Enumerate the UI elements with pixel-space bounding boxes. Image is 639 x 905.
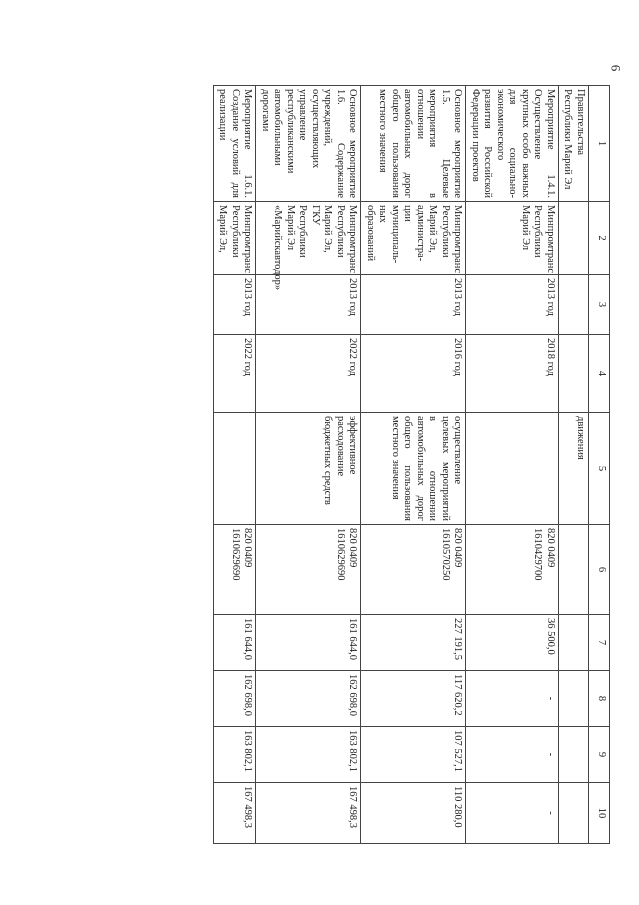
cell-result-cont: движения [559,413,589,525]
cell-value: 117 620,2 [361,671,466,727]
rotated-table-frame [127,85,610,843]
cell-value: 162 698,0 [214,671,257,727]
cell-value: 163 802,1 [214,727,257,783]
header-cell: 2 [589,202,610,275]
cell-measure: Основное мероприятие 1.5. Целевые мероприятия в отношении автомобильных дорог общего пользования местного значения [361,86,466,202]
cell-measure: Основное мероприятие 1.6. Содержание учреждений, осуществляющих управление республиканскими автомобильными дорогами [256,86,361,202]
cell-measure: Мероприятие 1.6.1. Создание условий для реализации [214,86,257,202]
page-number: 6 [608,64,624,72]
cell-end-year: 2016 год [361,335,466,413]
cell-value: 110 280,0 [361,783,466,844]
header-row [589,86,610,844]
cell-value: 107 527,1 [361,727,466,783]
cell-budget-code: 820 0409 1610570250 [361,525,466,615]
header-cell: 10 [589,783,610,844]
continuation-row [559,86,589,844]
header-cell: 1 [589,86,610,202]
cell-value: - [466,671,559,727]
cell-start-year: 2013 год [466,275,559,335]
cell-value: 163 802,1 [256,727,361,783]
header-cell: 6 [589,525,610,615]
cell-value: 227 191,5 [361,615,466,671]
cell-result: эффективное расходование бюджетных средств [256,413,361,525]
cell-value: - [466,783,559,844]
cell-budget-code: 820 0409 1610629690 [214,525,257,615]
header-cell: 8 [589,671,610,727]
cell-responsible-cont: Правительства Республики Марий Эл [559,86,589,202]
program-table [213,85,610,844]
header-cell: 3 [589,275,610,335]
cell-end-year: 2022 год [214,335,257,413]
table-row [466,86,559,844]
cell-budget-code: 820 0409 1610629690 [256,525,361,615]
cell-value: - [466,727,559,783]
header-cell: 7 [589,615,610,671]
cell-measure: Мероприятие 1.4.1. Осуществление крупных особо важных для социально-экономического развития Российской Федерации проектов [466,86,559,202]
cell-executor: Минпромтранс Республики Марий Эл, администра-ции муниципаль-ных образований [361,202,466,275]
header-cell: 4 [589,335,610,413]
cell-start-year: 2013 год [256,275,361,335]
table-row [361,86,466,844]
cell-executor: Минпромтранс Республики Марий Эл, [214,202,257,275]
cell-start-year: 2013 год [214,275,257,335]
table-row [256,86,361,844]
cell-value: 161 644,0 [214,615,257,671]
cell-start-year: 2013 год [361,275,466,335]
cell-end-year: 2018 год [466,335,559,413]
table-row [214,86,257,844]
cell-result [214,413,257,525]
header-cell: 5 [589,413,610,525]
cell-executor: Минпромтранс Республики Марий Эл [466,202,559,275]
cell-value: 36 500,0 [466,615,559,671]
cell-result [466,413,559,525]
cell-value: 161 644,0 [256,615,361,671]
cell-value: 167 498,3 [214,783,257,844]
header-cell: 9 [589,727,610,783]
cell-budget-code: 820 0409 1610429700 [466,525,559,615]
cell-value: 167 498,3 [256,783,361,844]
cell-executor: Минпромтранс Республики Марий Эл, ГКУ Республики Марий Эл «Марийскавтодор» [256,202,361,275]
cell-result: осуществление целевых мероприятий в отношении автомобильных дорог общего пользования местного значения [361,413,466,525]
cell-value: 162 698,0 [256,671,361,727]
cell-end-year: 2022 год [256,335,361,413]
